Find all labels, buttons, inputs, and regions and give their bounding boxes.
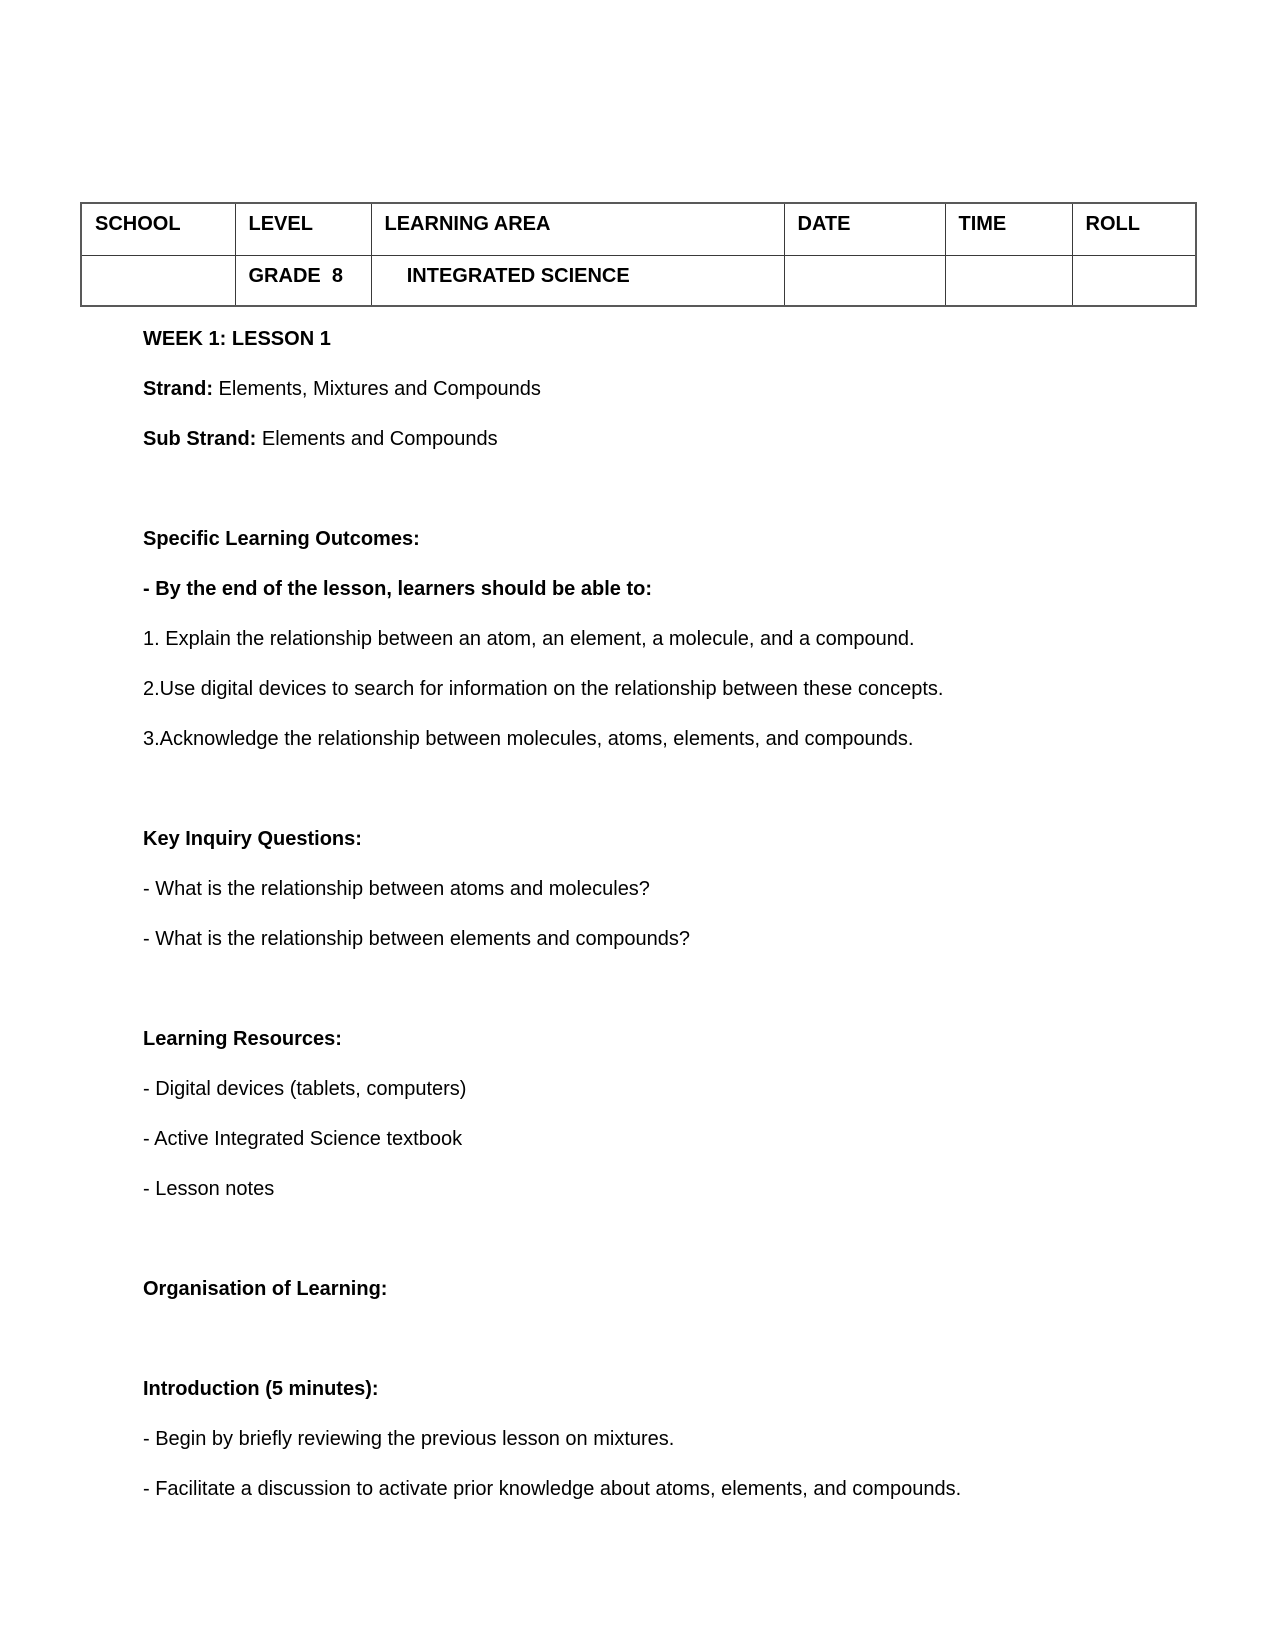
body-paragraph: - What is the relationship between atoms and molecules? <box>143 878 650 900</box>
table-header-row <box>81 203 1196 255</box>
blank-line <box>143 777 1223 801</box>
lesson-info-table <box>80 202 1197 307</box>
value-cell-level: GRADE 8 <box>235 255 371 306</box>
body-paragraph: 1. Explain the relationship between an atom, an element, a molecule, and a compound. <box>143 628 915 650</box>
section-heading: Organisation of Learning: <box>143 1278 388 1300</box>
header-cell-date: DATE <box>784 203 945 255</box>
value-cell-learning-area: INTEGRATED SCIENCE <box>371 255 784 306</box>
header-cell-school: SCHOOL <box>81 203 235 255</box>
header-cell-roll: ROLL <box>1072 203 1196 255</box>
value-cell-roll <box>1072 255 1196 306</box>
header-cell-learning-area: LEARNING AREA <box>371 203 784 255</box>
blank-line <box>143 1227 1223 1251</box>
body-paragraph: 2.Use digital devices to search for information on the relationship between these concepts. <box>143 678 944 700</box>
blank-line <box>143 477 1223 501</box>
value-cell-school <box>81 255 235 306</box>
section-heading: Specific Learning Outcomes: <box>143 528 420 550</box>
blank-line <box>143 1327 1223 1351</box>
value-cell-time <box>945 255 1072 306</box>
body-paragraph: - Active Integrated Science textbook <box>143 1128 463 1150</box>
section-heading: Introduction (5 minutes): <box>143 1378 379 1400</box>
paragraph-bold-label: Strand: <box>143 378 213 400</box>
section-heading: Learning Resources: <box>143 1028 342 1050</box>
body-paragraph: - Begin by briefly reviewing the previous lesson on mixtures. <box>143 1428 675 1450</box>
table-value-row <box>81 255 1196 306</box>
document-body <box>143 327 1223 1527</box>
body-paragraph: - Facilitate a discussion to activate prior knowledge about atoms, elements, and compounds. <box>143 1478 962 1500</box>
paragraph-bold-label: Sub Strand: <box>143 428 257 450</box>
value-cell-date <box>784 255 945 306</box>
section-heading: Key Inquiry Questions: <box>143 828 362 850</box>
body-paragraph: - Digital devices (tablets, computers) <box>143 1078 467 1100</box>
section-heading: WEEK 1: LESSON 1 <box>143 328 331 350</box>
body-paragraph: 3.Acknowledge the relationship between molecules, atoms, elements, and compounds. <box>143 728 914 750</box>
header-cell-time: TIME <box>945 203 1072 255</box>
section-heading: - By the end of the lesson, learners should be able to: <box>143 578 652 600</box>
blank-line <box>143 977 1223 1001</box>
body-paragraph: - Lesson notes <box>143 1178 275 1200</box>
header-cell-level: LEVEL <box>235 203 371 255</box>
labeled-paragraph: Strand: Elements, Mixtures and Compounds <box>143 378 541 400</box>
labeled-paragraph: Sub Strand: Elements and Compounds <box>143 428 498 450</box>
body-paragraph: - What is the relationship between elements and compounds? <box>143 928 690 950</box>
